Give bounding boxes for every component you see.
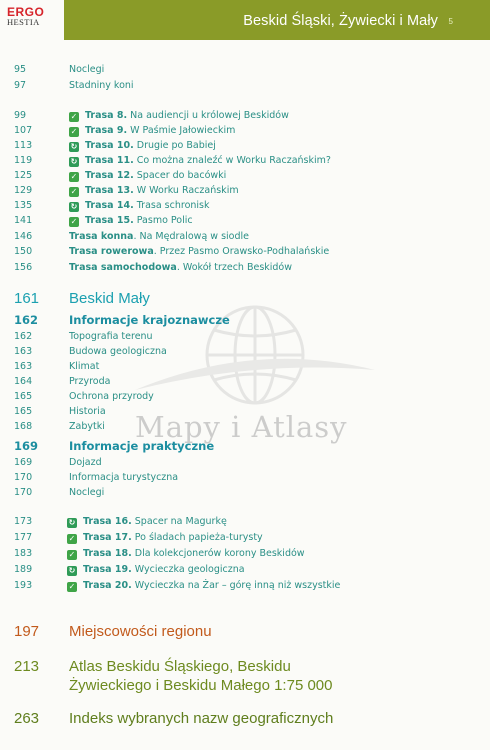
entry-title: Topografia terenu <box>69 331 153 342</box>
page-ref: 162 <box>14 313 39 327</box>
route-desc: W Worku Raczańskim <box>133 185 239 196</box>
page-ref: 170 <box>14 472 33 483</box>
page-ref: 119 <box>14 155 33 166</box>
page-ref: 141 <box>14 215 33 226</box>
route-desc: Po śladach papieża-turysty <box>131 532 263 543</box>
route-label: Trasa 15. <box>85 215 134 226</box>
ring-route-icon: ↻ <box>68 566 76 575</box>
route-desc: W Paśmie Jałowieckim <box>127 125 236 136</box>
page-ref: 95 <box>14 64 27 75</box>
route-desc: Spacer na Magurkę <box>131 516 227 527</box>
hiking-icon: ✓ <box>70 217 78 226</box>
page-ref: 213 <box>14 658 40 675</box>
header-bar <box>64 0 490 40</box>
hiking-icon: ✓ <box>70 127 78 136</box>
section-title: Atlas Beskidu Śląskiego, Beskidu <box>69 658 291 675</box>
entry-title: Stadniny koni <box>69 80 134 91</box>
route-desc: Spacer do bacówki <box>133 170 227 181</box>
route-desc: Na audiencji u królowej Beskidów <box>127 110 289 121</box>
ring-route-icon: ↻ <box>70 202 78 211</box>
section-title: Miejscowości regionu <box>69 623 212 640</box>
route-label: Trasa 19. <box>83 564 132 575</box>
section-title: Beskid Mały <box>69 290 150 307</box>
section-title: Indeks wybranych nazw geograficznych <box>69 710 334 727</box>
route-label: Trasa 18. <box>83 548 132 559</box>
page-ref: 125 <box>14 170 33 181</box>
page-ref: 263 <box>14 710 40 727</box>
page-ref: 169 <box>14 439 39 453</box>
entry-title: Noclegi <box>69 487 105 498</box>
subsection-title: Informacje krajoznawcze <box>69 313 230 327</box>
page-ref: 113 <box>14 140 33 151</box>
route-desc: Co można znaleźć w Worku Raczańskim? <box>133 155 331 166</box>
ring-route-icon: ↻ <box>68 518 76 527</box>
route-label: Trasa 10. <box>85 140 134 151</box>
page-ref: 197 <box>14 623 40 640</box>
entry-title: Historia <box>69 406 106 417</box>
hiking-icon: ✓ <box>70 172 78 181</box>
route-desc: Pasmo Polic <box>133 215 193 226</box>
subsection-title: Informacje praktyczne <box>69 439 215 453</box>
route-label: Trasa 20. <box>83 580 132 591</box>
entry-title: Ochrona przyrody <box>69 391 154 402</box>
page-ref: 189 <box>14 564 33 575</box>
route-label: Trasa samochodowa <box>69 262 177 273</box>
page-ref: 177 <box>14 532 33 543</box>
route-label: Trasa rowerowa <box>69 246 154 257</box>
route-desc: Dla kolekcjonerów korony Beskidów <box>131 548 305 559</box>
page-ref: 165 <box>14 406 33 417</box>
route-desc: . Przez Pasmo Orawsko-Podhalańskie <box>153 246 330 257</box>
route-label: Trasa 11. <box>85 155 134 166</box>
page-ref: 161 <box>14 290 40 307</box>
route-desc: . Wokół trzech Beskidów <box>176 262 293 273</box>
page-ref: 173 <box>14 516 33 527</box>
route-desc: . Na Mędralową w siodle <box>133 231 249 242</box>
route-desc: Wycieczka na Żar – górę inną niż wszystkie <box>131 580 341 591</box>
entry-title: Dojazd <box>69 457 102 468</box>
page-ref: 168 <box>14 421 33 432</box>
page-ref: 164 <box>14 376 33 387</box>
route-label: Trasa 16. <box>83 516 132 527</box>
entry-title: Noclegi <box>69 64 105 75</box>
page-ref: 183 <box>14 548 33 559</box>
page-ref: 165 <box>14 391 33 402</box>
entry-title: Informacja turystyczna <box>69 472 179 483</box>
page-ref: 97 <box>14 80 27 91</box>
page-ref: 135 <box>14 200 33 211</box>
page-ref: 163 <box>14 346 33 357</box>
route-label: Trasa 14. <box>85 200 134 211</box>
ergo-hestia-logo <box>7 6 59 27</box>
logo-hestia-text: HESTIA <box>7 17 40 27</box>
page-title: Beskid Śląski, Żywiecki i Mały <box>243 13 438 29</box>
page-number: 5 <box>448 17 453 26</box>
page-ref: 129 <box>14 185 33 196</box>
logo-ergo-text: ERGO <box>7 5 45 19</box>
entry-title: Budowa geologiczna <box>69 346 167 357</box>
page-ref: 163 <box>14 361 33 372</box>
route-label: Trasa 17. <box>83 532 132 543</box>
ring-route-icon: ↻ <box>70 142 78 151</box>
page-ref: 150 <box>14 246 33 257</box>
route-desc: Drugie po Babiej <box>133 140 216 151</box>
ring-route-icon: ↻ <box>70 157 78 166</box>
page-ref: 107 <box>14 125 33 136</box>
entry-title: Klimat <box>69 361 100 372</box>
page-ref: 193 <box>14 580 33 591</box>
page-ref: 170 <box>14 487 33 498</box>
hiking-icon: ✓ <box>70 187 78 196</box>
section-title-line2: Żywieckiego i Beskidu Małego 1:75 000 <box>69 677 333 694</box>
route-desc: Trasa schronisk <box>133 200 210 211</box>
page-ref: 162 <box>14 331 33 342</box>
route-desc: Wycieczka geologiczna <box>131 564 245 575</box>
route-label: Trasa 12. <box>85 170 134 181</box>
watermark-text: Mapy i Atlasy <box>135 410 348 444</box>
page-ref: 99 <box>14 110 27 121</box>
entry-title: Przyroda <box>69 376 111 387</box>
route-label: Trasa konna <box>69 231 134 242</box>
page-ref: 169 <box>14 457 33 468</box>
entry-title: Zabytki <box>69 421 105 432</box>
hiking-icon: ✓ <box>70 112 78 121</box>
route-label: Trasa 8. <box>85 110 128 121</box>
hiking-icon: ✓ <box>68 534 76 543</box>
hiking-icon: ✓ <box>68 582 76 591</box>
hiking-icon: ✓ <box>68 550 76 559</box>
route-label: Trasa 9. <box>85 125 128 136</box>
page-ref: 146 <box>14 231 33 242</box>
page-ref: 156 <box>14 262 33 273</box>
route-label: Trasa 13. <box>85 185 134 196</box>
